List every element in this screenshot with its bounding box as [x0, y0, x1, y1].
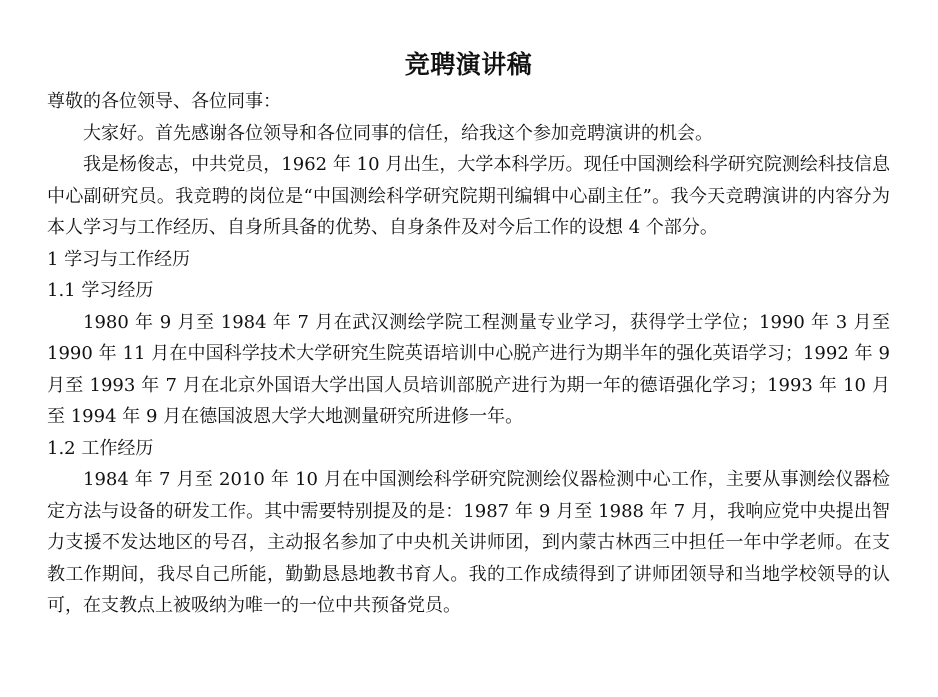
intro-paragraph: 我是杨俊志，中共党员，1962 年 10 月出生，大学本科学历。现任中国测绘科学研究院测绘科技信息中心副研究员。我竞聘的岗位是“中国测绘科学研究院期刊编辑中心副主任”。我今天竞聘演讲的内容分为本人学习与工作经历、自身所具备的优势、自身条件及对今后工作的设想 4 个部分。	[47, 154, 890, 238]
greeting-paragraph: 大家好。首先感谢各位领导和各位同事的信任，给我这个参加竞聘演讲的机会。	[83, 122, 713, 144]
section-heading-1-2: 1.2 工作经历	[47, 437, 154, 459]
section-heading-1: 1 学习与工作经历	[47, 248, 191, 270]
work-history-paragraph: 1984 年 7 月至 2010 年 10 月在中国测绘科学研究院测绘仪器检测中心工作，主要从事测绘仪器检定方法与设备的研发工作。其中需要特别提及的是：1987 年 9 月至 1988 年 7 月，我响应党中央提出智力支援不发达地区的号召，主动报名参加了中央机关讲师团，到内蒙古林西三中担任一年中学老师。在支教工作期间，我尽自己所能，勤勤恳恳地教书育人。我的工作成绩得到了讲师团领导和当地学校领导的认可，在支教点上被吸纳为唯一的一位中共预备党员。	[47, 469, 890, 616]
section-heading-1-1: 1.1 学习经历	[47, 280, 154, 301]
study-history-paragraph: 1980 年 9 月至 1984 年 7 月在武汉测绘学院工程测量专业学习，获得学士学位；1990 年 3 月至 1990 年 11 月在中国科学技术大学研究生院英语培训中心脱产进行为期半年的强化英语学习；1992 年 9 月至 1993 年 7 月在北京外国语大学出国人员培训部脱产进行为期一年的德语强化学习；1993 年 10 月至 1994 年 9 月在德国波恩大学大地测量研究所进修一年。	[47, 311, 890, 427]
document-page	[47, 40, 890, 622]
document-title: 竞聘演讲稿	[404, 50, 533, 79]
salutation: 尊敬的各位领导、各位同事：	[47, 91, 281, 112]
